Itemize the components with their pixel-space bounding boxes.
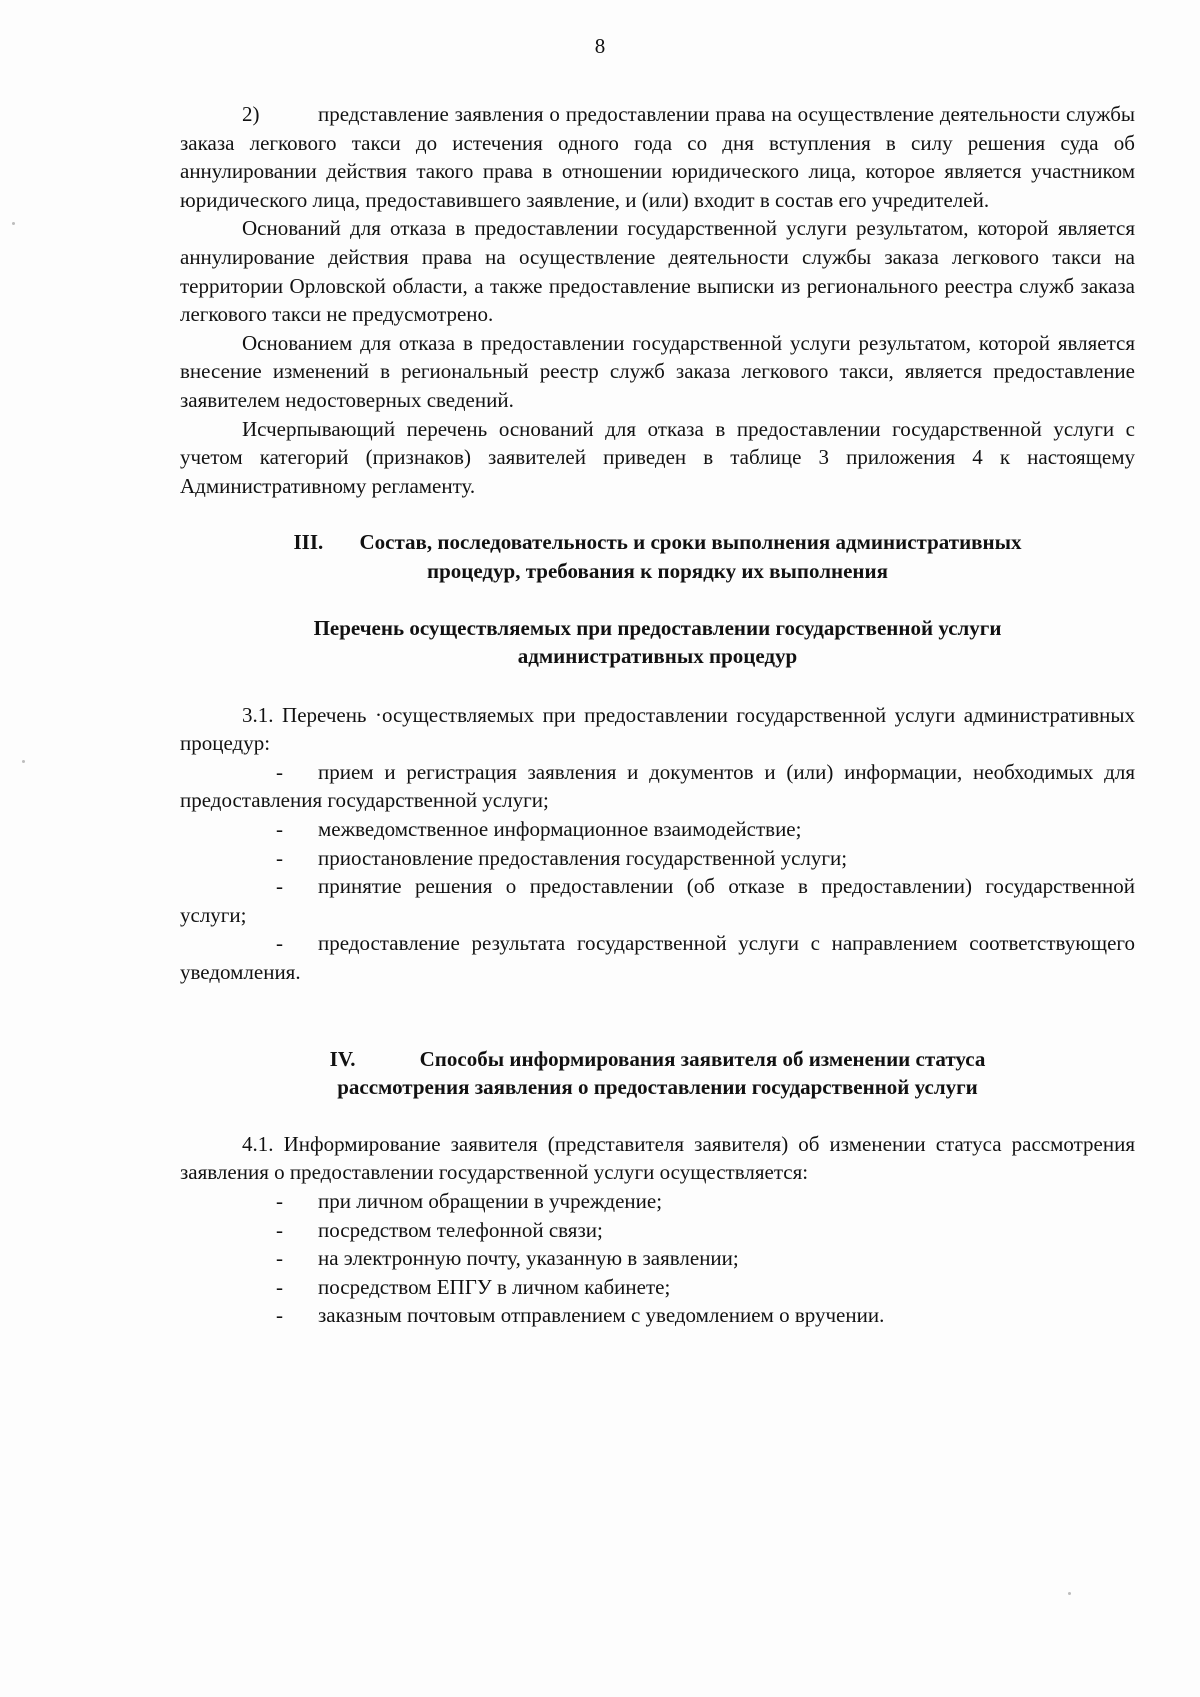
- procedure-list: [180, 758, 1135, 987]
- section-3-number: III.: [293, 530, 324, 555]
- paragraph-no-refusal-grounds: Оснований для отказа в предоставлении государственной услуги результатом, которой является аннулирование действия права на осуществление деятельности службы заказа легкового такси на территории Орловской области, а также предоставление выписки из регионального реестра служб заказа легкового такси не предусмотрено.: [180, 216, 1135, 327]
- list-dash: -: [276, 1274, 283, 1299]
- paragraph-exhaustive-list: Исчерпывающий перечень оснований для отказа в предоставлении государственной услуги с учетом категорий (признаков) заявителей приведен в таблице 3 приложения 4 к настоящему Административному регламенту.: [180, 416, 1135, 498]
- item-2-number: 2): [242, 102, 260, 126]
- section-3-title-line1: Состав, последовательность и сроки выполнения административных: [359, 530, 1022, 555]
- list-item-text: приостановление предоставления государственной услуги;: [318, 845, 848, 870]
- list-item-text: при личном обращении в учреждение;: [318, 1189, 663, 1213]
- paragraph-refusal-ground: Основанием для отказа в предоставлении государственной услуги результатом, которой является внесение изменений в региональный реестр служб заказа легкового такси, является предоставление заявителем недостоверных сведений.: [180, 330, 1135, 412]
- notification-methods-list: [180, 1187, 1135, 1330]
- list-item-text: принятие решения о предоставлении (об отказе в предоставлении) государственной услуги;: [180, 874, 1135, 927]
- list-item: [180, 1244, 1135, 1273]
- list-item-text: межведомственное информационное взаимодействие;: [318, 817, 802, 842]
- clause-3-1: 3.1. Перечень ·осуществляемых при предоставлении государственной услуги административных процедур:: [180, 702, 1135, 756]
- section-3-subtitle-line1: Перечень осуществляемых при предоставлении государственной услуги: [313, 615, 1002, 640]
- list-item-text: предоставление результата государственной услуги с направлением соответствующего уведомления.: [180, 931, 1135, 985]
- section-4-title-line1: Способы информирования заявителя об изменении статуса: [419, 1046, 986, 1071]
- list-dash: -: [276, 845, 283, 870]
- list-item-text: на электронную почту, указанную в заявлении;: [318, 1246, 739, 1271]
- list-item: [180, 815, 1135, 844]
- section-3-heading: [180, 528, 1135, 585]
- list-dash: -: [276, 1217, 283, 1242]
- scan-speck: [12, 222, 15, 225]
- list-item: [180, 872, 1135, 929]
- section-4-number: IV.: [329, 1046, 356, 1071]
- list-dash: -: [276, 1189, 283, 1213]
- list-item-text: заказным почтовым отправлением с уведомлением о вручении.: [318, 1303, 885, 1328]
- list-dash: -: [276, 1303, 283, 1328]
- list-item-text: посредством ЕПГУ в личном кабинете;: [318, 1274, 671, 1299]
- page-content: [180, 100, 1135, 1330]
- list-dash: -: [276, 1246, 283, 1271]
- list-item: [180, 1273, 1135, 1302]
- section-3-subtitle-line2: административных процедур: [517, 644, 798, 669]
- list-item-text: прием и регистрация заявления и документов и (или) информации, необходимых для предоставления государственной услуги;: [180, 759, 1135, 813]
- section-4-title-line2: рассмотрения заявления о предоставлении государственной услуги: [337, 1075, 978, 1100]
- item-2-paragraph: [180, 100, 1135, 214]
- scan-speck: [1068, 1592, 1071, 1595]
- list-item-text: посредством телефонной связи;: [318, 1217, 603, 1242]
- section-4-heading: [180, 1045, 1135, 1102]
- clause-4-1: 4.1. Информирование заявителя (представителя заявителя) об изменении статуса рассмотрения заявления о предоставлении государственной услуги осуществляется:: [180, 1131, 1135, 1185]
- scan-speck: [22, 760, 25, 763]
- list-item: [180, 758, 1135, 815]
- list-dash: -: [276, 931, 283, 956]
- list-dash: -: [276, 874, 283, 899]
- list-item: [180, 1216, 1135, 1245]
- list-item: [180, 844, 1135, 873]
- list-item: [180, 929, 1135, 986]
- item-2-text: представление заявления о предоставлении права на осуществление деятельности службы заказа легкового такси до истечения одного года со дня вступления в силу решения суда об аннулировании действия такого права в отношении юридического лица, которое является участником юридического лица, предоставившего заявление, и (или) входит в состав его учредителей.: [180, 102, 1135, 212]
- list-item: [180, 1187, 1135, 1216]
- page-number: 8: [594, 34, 606, 58]
- list-item: [180, 1301, 1135, 1330]
- section-3-subheading: [180, 614, 1135, 671]
- list-dash: -: [276, 759, 283, 784]
- list-dash: -: [276, 817, 283, 842]
- section-3-title-line2: процедур, требования к порядку их выполнения: [427, 558, 888, 583]
